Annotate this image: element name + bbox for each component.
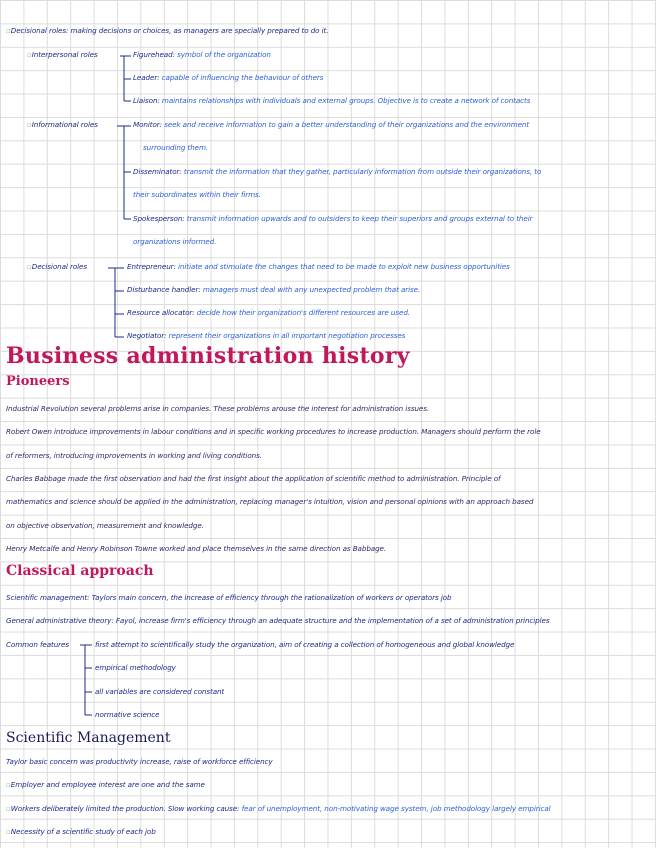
decisional-item — [127, 262, 653, 272]
item-text: seek and receive information to gain a better understanding of their organizations and the environment — [161, 120, 530, 129]
item-term: Disseminator: — [133, 167, 182, 176]
pioneers-line: Industrial Revolution several problems arise in companies. These problems arouse the interest for administration issues. — [6, 404, 430, 413]
classical-heading: Classical approach — [6, 563, 154, 579]
feature-item: empirical methodology — [95, 663, 176, 672]
informational-label-text: Informational roles — [31, 120, 98, 129]
decisional-item — [127, 285, 420, 295]
classical-line: General administrative theory: Fayol, increase firm's efficiency through an adequate structure and the implementation of a set of administration principles — [6, 616, 550, 625]
item-text: represent their organizations in all important negotiation processes — [166, 331, 406, 340]
informational-item — [133, 120, 653, 130]
decisional-item — [127, 308, 410, 318]
item-term: Liaison: — [133, 96, 160, 105]
bullet-icon: ▫ — [27, 120, 32, 129]
item-text: symbol of the organization — [174, 50, 271, 59]
decisional-intro-line — [6, 26, 328, 36]
scientific-heading: Scientific Management — [6, 730, 171, 746]
decisional-label — [27, 262, 87, 272]
item-term: Disturbance handler: — [127, 285, 201, 294]
feature-item: first attempt to scientifically study the organization, aim of creating a collection of homogeneous and global knowledge — [95, 640, 515, 649]
item-text: maintains relationships with individuals and external groups. Objective is to create a network of contacts — [159, 96, 531, 105]
item-continuation: their subordinates within their firms. — [133, 190, 261, 199]
informational-label — [27, 120, 98, 130]
item-text: initiate and stimulate the changes that need to be made to exploit new business opportunities — [175, 262, 510, 271]
item-text: decide how their organization's different resources are used. — [194, 308, 410, 317]
item-term: Spokesperson: — [133, 214, 185, 223]
bullet-extra-text: fear of unemployment, non-motivating wage system, job methodology largely empirical — [239, 804, 551, 813]
item-text: transmit the information that they gather, particularly information from outside their organizations, to — [181, 167, 542, 176]
pioneers-line: Robert Owen introduce improvements in labour conditions and in specific working procedures to increase production. Managers should perform the role — [6, 427, 541, 436]
common-features-label: Common features — [6, 640, 70, 649]
pioneers-line: of reformers, introducing improvements in working and living conditions. — [6, 451, 262, 460]
item-term: Leader: — [133, 73, 160, 82]
interpersonal-label-text: Interpersonal roles — [31, 50, 98, 59]
informational-item — [133, 214, 653, 224]
bullet-icon: ▫ — [6, 827, 11, 836]
interpersonal-item — [133, 50, 271, 60]
pioneers-line: Henry Metcalfe and Henry Robinson Towne worked and place themselves in the same direction as Babbage. — [6, 544, 387, 553]
bullet-icon: ▫ — [6, 26, 11, 35]
feature-item: all variables are considered constant — [95, 687, 225, 696]
interpersonal-label — [27, 50, 98, 60]
item-continuation: organizations informed. — [133, 237, 217, 246]
scientific-bullet — [6, 827, 156, 837]
item-text: capable of influencing the behaviour of others — [159, 73, 324, 82]
classical-line: Scientific management: Taylors main concern, the increase of efficiency through the rationalization of workers or operators job — [6, 593, 452, 602]
pioneers-heading: Pioneers — [6, 374, 70, 389]
scientific-intro: Taylor basic concern was productivity increase, raise of workforce efficiency — [6, 757, 273, 766]
item-text: managers must deal with any unexpected problem that arise. — [200, 285, 421, 294]
item-term: Monitor: — [133, 120, 162, 129]
bullet-icon: ▫ — [27, 262, 32, 271]
bullet-icon: ▫ — [6, 780, 11, 789]
decisional-intro-text: Decisional roles: making decisions or choices, as managers are specially prepared to do it. — [10, 26, 329, 35]
interpersonal-item — [133, 96, 530, 106]
bullet-text: Employer and employee interest are one and the same — [10, 780, 205, 789]
item-term: Resource allocator: — [127, 308, 195, 317]
item-text: transmit information upwards and to outsiders to keep their superiors and groups external to their — [184, 214, 533, 223]
interpersonal-item — [133, 73, 323, 83]
item-term: Negotiator: — [127, 331, 167, 340]
item-continuation: surrounding them. — [143, 143, 209, 152]
page-title: Business administration history — [6, 343, 410, 369]
feature-item: normative science — [95, 710, 160, 719]
bullet-icon: ▫ — [27, 50, 32, 59]
bullet-text: Necessity of a scientific study of each job — [10, 827, 156, 836]
decisional-label-text: Decisional roles — [31, 262, 87, 271]
scientific-bullet — [6, 804, 654, 814]
pioneers-line: on objective observation, measurement and knowledge. — [6, 521, 204, 530]
item-term: Entrepreneur: — [127, 262, 176, 271]
bullet-text: Workers deliberately limited the production. Slow working cause: — [10, 804, 240, 813]
item-term: Figurehead: — [133, 50, 175, 59]
bullet-icon: ▫ — [6, 804, 11, 813]
decisional-item — [127, 331, 405, 341]
informational-item — [133, 167, 653, 177]
pioneers-line: mathematics and science should be applied in the administration, replacing manager's intuition, vision and personal opinions with an approach based — [6, 497, 534, 506]
pioneers-line: Charles Babbage made the first observation and had the first insight about the application of scientific method to administration. Principle of — [6, 474, 501, 483]
scientific-bullet — [6, 780, 205, 790]
